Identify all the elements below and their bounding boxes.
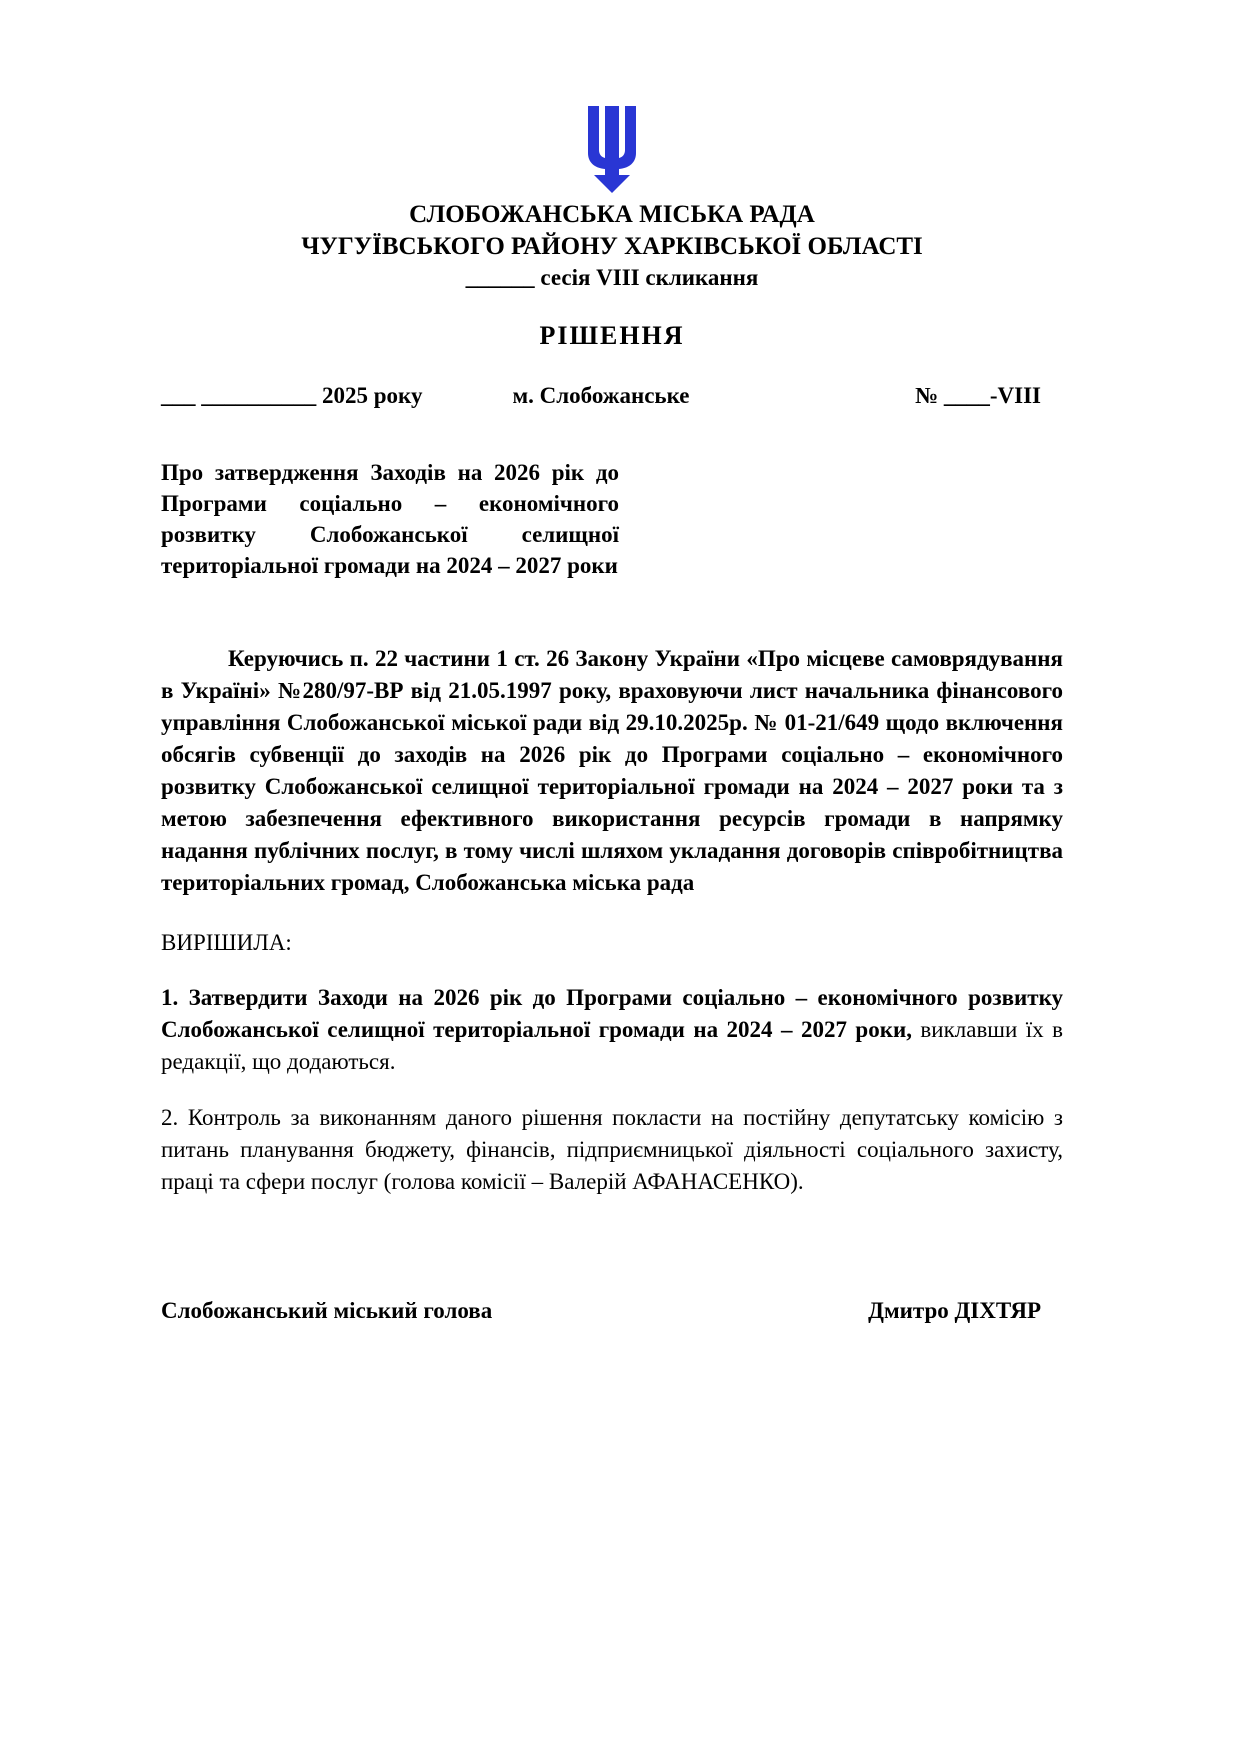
item1-regular-text: виклавши їх в редакції, що додаються. xyxy=(161,1017,1063,1074)
meta-row xyxy=(161,383,1063,409)
date-blank-line: ___ __________ 2025 року xyxy=(161,383,423,408)
place-name: м. Слобожанське xyxy=(512,383,690,408)
resolution-item-1 xyxy=(161,982,1063,1078)
signature-title: Слобожанський міський голова xyxy=(161,1298,493,1323)
session-line: ______ сесія VIII скликання xyxy=(465,265,759,290)
document-number: № ____-VIII xyxy=(915,383,1041,408)
signature-row xyxy=(161,1298,1063,1324)
item1-bold-text: 1. Затвердити Заходи на 2026 рік до Програми соціально – економічного розвитку Слобожанської селищної територіальної громади на 2024 – 2027 роки, xyxy=(161,985,1063,1042)
council-name: СЛОБОЖАНСЬКА МІСЬКА РАДА xyxy=(409,201,815,228)
signature-name: Дмитро ДІХТЯР xyxy=(868,1298,1041,1323)
subject-paragraph: Про затвердження Заходів на 2026 рік до Програми соціально – економічного розвитку Слобожанської селищної територіальної громади на 2024 – 2027 роки xyxy=(161,460,619,578)
resolved-label: ВИРІШИЛА: xyxy=(161,930,292,955)
tryzub-emblem-path xyxy=(588,106,636,193)
emblem-container xyxy=(161,103,1063,199)
district-name: ЧУГУЇВСЬКОГО РАЙОНУ ХАРКІВСЬКОЇ ОБЛАСТІ xyxy=(301,233,923,260)
tryzub-emblem-icon xyxy=(581,103,643,195)
preamble-paragraph: Керуючись п. 22 частини 1 ст. 26 Закону України «Про місцеве самоврядування в Україні» №280/97-ВР від 21.05.1997 року, враховуючи лист начальника фінансового управління Слобожанської міської ради від 29.10.2025р. № 01-21/649 щодо включення обсягів субвенції до заходів на 2026 рік до Програми соціально – економічного розвитку Слобожанської селищної територіальної громади на 2024 – 2027 роки та з метою забезпечення ефективного використання ресурсів громади в напрямку надання публічних послуг, в тому числі шляхом укладання договорів співробітництва територіальних громад, Слобожанська міська рада xyxy=(161,646,1063,895)
document-type-title: РІШЕННЯ xyxy=(539,321,685,350)
resolution-item-2: 2. Контроль за виконанням даного рішення покласти на постійну депутатську комісію з питань планування бюджету, фінансів, підприємницької діяльності соціального захисту, праці та сфери послуг (голова комісії – Валерій АФАНАСЕНКО). xyxy=(161,1105,1063,1194)
